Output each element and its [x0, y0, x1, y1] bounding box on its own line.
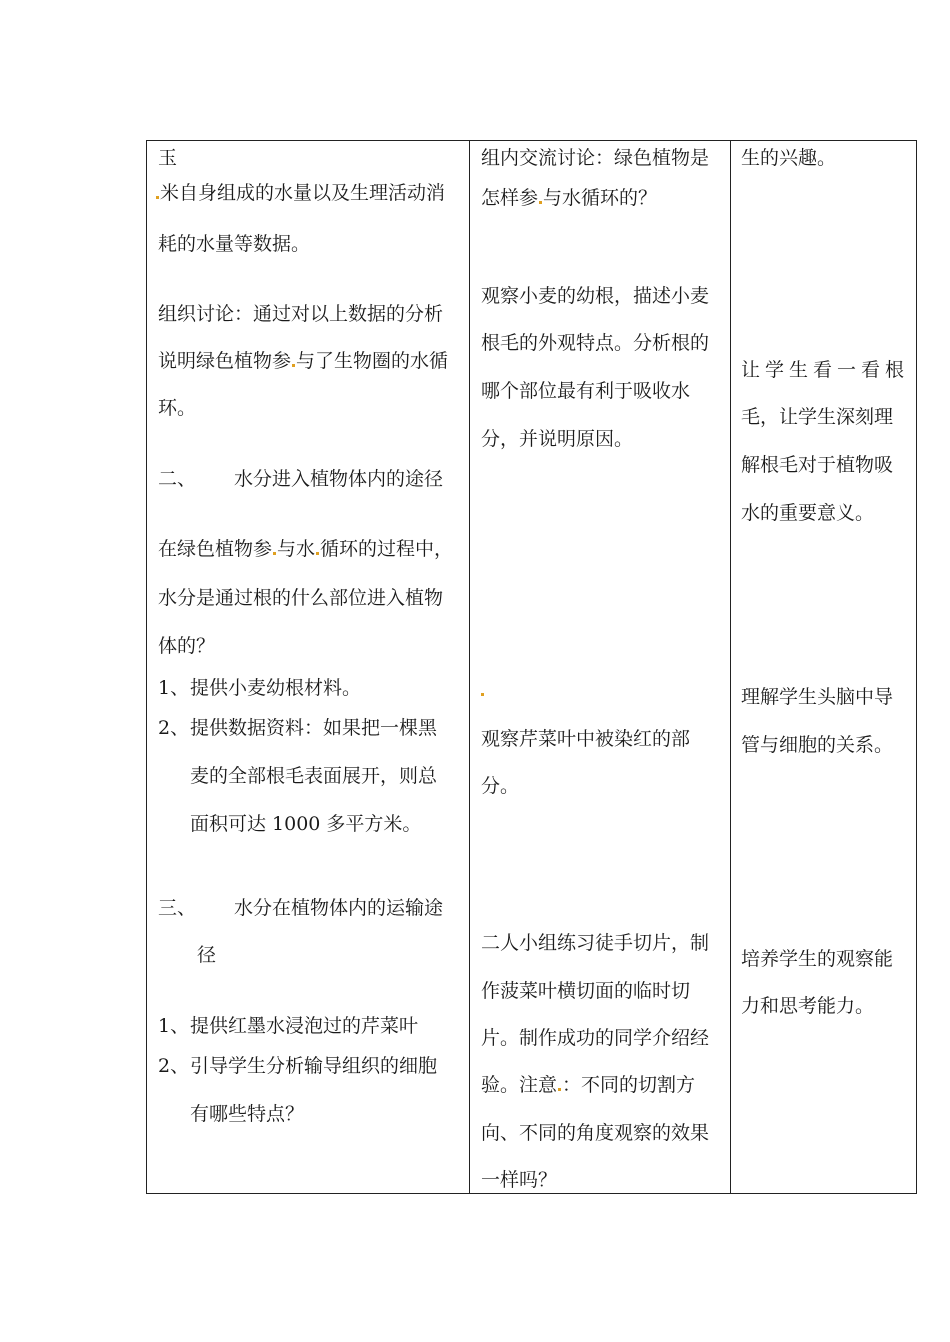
text-line: 向、不同的角度观察的效果: [481, 1122, 710, 1144]
text-line: 让学生看一看根: [741, 359, 910, 381]
text-line: 怎样参 与水循环的？: [481, 187, 658, 209]
list-item: 有哪些特点？: [190, 1103, 305, 1125]
list-item: 提供数据资料：如果把一棵黑: [190, 717, 438, 739]
mark-dot: [316, 552, 319, 555]
text-line: 片。制作成功的同学介绍经: [481, 1027, 710, 1049]
text-line: 理解学生头脑中导: [741, 686, 894, 708]
text-line: 体的？: [158, 635, 216, 657]
text-line: 生的兴趣。: [741, 147, 837, 169]
text-line: 分。: [481, 775, 520, 797]
list-item: 面积可达 1000 多平方米。: [190, 813, 422, 835]
mark-dot: [558, 1088, 561, 1091]
text-line: 毛，让学生深刻理: [741, 406, 894, 428]
list-number: 2、: [158, 1055, 190, 1077]
mark-dot: [481, 693, 484, 696]
column-divider-1: [469, 141, 470, 1193]
list-item: 麦的全部根毛表面展开，则总: [190, 765, 438, 787]
section-number: 二、: [158, 468, 197, 490]
text-line: 耗的水量等数据。: [158, 233, 311, 255]
text-line: 分，并说明原因。: [481, 428, 634, 450]
text-line: 水的重要意义。: [741, 502, 875, 524]
text-line: 在绿色植物参 与水 循环的过程中，: [158, 538, 454, 560]
list-number: 1、: [158, 1015, 190, 1037]
list-item: 提供小麦幼根材料。: [190, 677, 362, 699]
mark-dot: [539, 201, 542, 204]
text-line: 观察小麦的幼根，描述小麦: [481, 285, 710, 307]
text-line: 管与细胞的关系。: [741, 734, 894, 756]
text-line: 组织讨论：通过对以上数据的分析: [158, 303, 444, 325]
text-line: 解根毛对于植物吸: [741, 454, 894, 476]
text-line: 哪个部位最有利于吸收水: [481, 380, 691, 402]
column-divider-2: [730, 141, 731, 1193]
text-line: 说明绿色植物参 与了生物圈的水循: [158, 350, 449, 372]
list-item: 引导学生分析输导组织的细胞: [190, 1055, 438, 1077]
text-line: 力和思考能力。: [741, 995, 875, 1017]
text-line: 米自身组成的水量以及生理活动消: [155, 181, 445, 205]
text-line: 作菠菜叶横切面的临时切: [481, 980, 691, 1002]
text-line: 玉: [158, 147, 178, 169]
text-line: 环。: [158, 397, 197, 419]
text-line: 培养学生的观察能: [741, 948, 894, 970]
section-number: 三、: [158, 897, 197, 919]
section-title: 水分在植物体内的运输途: [234, 897, 444, 919]
list-item: 提供红墨水浸泡过的芹菜叶: [190, 1015, 419, 1037]
text-line: 验。注意 ：不同的切割方: [481, 1074, 696, 1096]
section-title: 径: [197, 944, 217, 966]
section-title: 水分进入植物体内的途径: [234, 468, 444, 490]
mark-dot: [273, 552, 276, 555]
list-number: 1、: [158, 677, 190, 699]
mark-dot: [156, 196, 159, 199]
text-line: 一样吗？: [481, 1169, 558, 1191]
list-number: 2、: [158, 717, 190, 739]
text-line: 二人小组练习徒手切片，制: [481, 932, 710, 954]
mark-dot: [292, 364, 295, 367]
text-line: 水分是通过根的什么部位进入植物: [158, 587, 444, 609]
text-line: 组内交流讨论：绿色植物是: [481, 147, 710, 169]
text-line: 根毛的外观特点。分析根的: [481, 332, 710, 354]
text-line: 观察芹菜叶中被染红的部: [481, 728, 691, 750]
